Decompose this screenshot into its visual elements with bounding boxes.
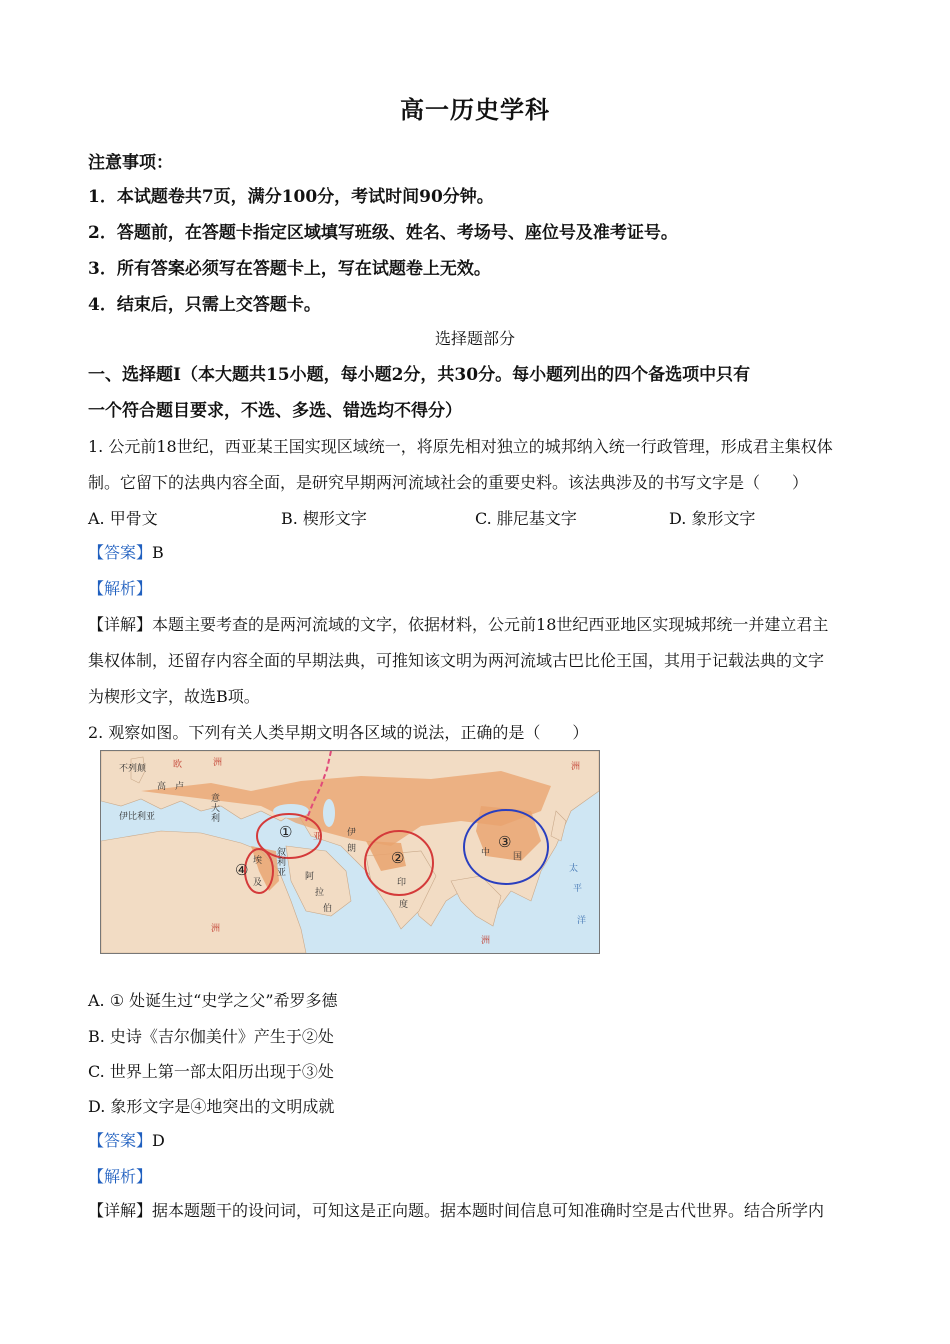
- map-label: 拉: [315, 888, 325, 898]
- q1-option-c: C. 腓尼基文字: [475, 509, 577, 528]
- map-label: 利: [211, 814, 221, 824]
- notes-item: 4．结束后，只需上交答题卡。: [88, 295, 321, 315]
- q1-option-a: A. 甲骨文: [88, 509, 158, 528]
- map-label: 洲: [211, 924, 221, 934]
- map-label: 洲: [571, 762, 581, 772]
- map-label: 国: [513, 852, 523, 862]
- part-one-line2: 一个符合题目要求，不选、多选、错选均不得分）: [88, 401, 462, 421]
- notes-item: 1．本试题卷共7页，满分100分，考试时间90分钟。: [88, 187, 494, 207]
- part-one-line1: 一、选择题Ⅰ（本大题共15小题，每小题2分，共30分。每小题列出的四个备选项中只有: [88, 365, 751, 385]
- detail-tag: 【详解】: [88, 615, 153, 634]
- map-label: 阿: [305, 872, 315, 882]
- map-label: 朗: [347, 844, 357, 854]
- q1-detail-text: 本题主要考查的是两河流域的文字，依据材料，公元前18世纪西亚地区实现城邦统一并建立君主: [152, 615, 829, 634]
- map-label: 平: [573, 884, 583, 894]
- marker-4: ④: [235, 861, 249, 879]
- answer-tag: 【答案】: [88, 1131, 153, 1150]
- q1-stem-line1: 1. 公元前18世纪，西亚某王国实现区域统一，将原先相对独立的城邦纳入统一行政管理，形成君主集权体: [88, 437, 833, 456]
- q2-detail-text: 据本题题干的设问词，可知这是正向题。据本题时间信息可知准确时空是古代世界。结合所学内: [152, 1201, 825, 1220]
- analysis-tag: 【解析】: [88, 579, 153, 598]
- marker-2: ②: [391, 849, 405, 867]
- q2-analysis-line: [88, 1164, 152, 1187]
- marker-3: ③: [498, 833, 512, 851]
- q2-answer: D: [152, 1131, 165, 1150]
- marker-1: ①: [279, 823, 293, 841]
- q2-detail-line1: [88, 1198, 824, 1221]
- map-label: 伊比利亚: [119, 812, 156, 822]
- map-label: 利: [277, 858, 287, 868]
- map-label: 埃: [253, 856, 263, 866]
- map-label: 高: [157, 782, 167, 792]
- detail-tag: 【详解】: [88, 1201, 153, 1220]
- map-label: 及: [253, 878, 263, 888]
- q1-answer: B: [152, 543, 164, 562]
- q1-analysis-line: [88, 576, 152, 599]
- q2-option-b: B. 史诗《吉尔伽美什》产生于②处: [88, 1027, 334, 1046]
- q1-detail-line2: 集权体制，还留存内容全面的早期法典，可推知该文明为两河流域古巴比伦王国，其用于记载法典的文字: [88, 651, 825, 670]
- map-label: 洋: [577, 916, 587, 926]
- map-label: 印: [397, 878, 407, 888]
- q2-option-a: A. ① 处诞生过“史学之父”希罗多德: [88, 991, 338, 1010]
- page-title: 高一历史学科: [400, 95, 550, 124]
- map-label: 太: [569, 864, 579, 874]
- map-label: 洲: [481, 936, 491, 946]
- q1-answer-line: [88, 540, 164, 563]
- analysis-tag: 【解析】: [88, 1167, 153, 1186]
- caspian-sea: [323, 799, 335, 827]
- map-label: 不列颠: [119, 764, 147, 774]
- q1-option-b: B. 楔形文字: [281, 509, 367, 528]
- africa-land: [101, 831, 306, 953]
- map-label: 意: [211, 794, 221, 804]
- map-label: 亚: [277, 868, 287, 878]
- q2-stem: 2. 观察如图。下列有关人类早期文明各区域的说法，正确的是（ ）: [88, 723, 589, 742]
- q2-option-c: C. 世界上第一部太阳历出现于③处: [88, 1062, 334, 1081]
- map-svg: [101, 751, 599, 953]
- map-label: 叙: [277, 848, 287, 858]
- map-label: 伊: [347, 828, 357, 838]
- map-label: 亚: [313, 832, 323, 842]
- arabia-land: [286, 846, 351, 916]
- map-label: 欧: [173, 760, 183, 770]
- map-label: 度: [399, 900, 409, 910]
- q1-stem-line2: 制。它留下的法典内容全面，是研究早期两河流域社会的重要史料。该法典涉及的书写文字是（ ）: [88, 473, 809, 492]
- q2-option-d: D. 象形文字是④地突出的文明成就: [88, 1097, 335, 1116]
- map-label: 洲: [213, 758, 223, 768]
- civilization-map: [100, 750, 600, 954]
- q1-detail-line1: [88, 612, 828, 635]
- answer-tag: 【答案】: [88, 543, 153, 562]
- map-label: 伯: [323, 904, 333, 914]
- notes-heading: 注意事项：: [88, 153, 173, 173]
- q1-detail-line3: 为楔形文字，故选B项。: [88, 687, 260, 706]
- section-title: 选择题部分: [434, 329, 515, 348]
- map-label: 卢: [175, 782, 185, 792]
- notes-item: 2．答题前，在答题卡指定区域填写班级、姓名、考场号、座位号及准考证号。: [88, 223, 678, 243]
- q1-option-d: D. 象形文字: [669, 509, 756, 528]
- map-label: 大: [211, 804, 221, 814]
- q2-answer-line: [88, 1128, 165, 1151]
- notes-item: 3．所有答案必须写在答题卡上，写在试题卷上无效。: [88, 259, 491, 279]
- map-label: 中: [481, 848, 491, 858]
